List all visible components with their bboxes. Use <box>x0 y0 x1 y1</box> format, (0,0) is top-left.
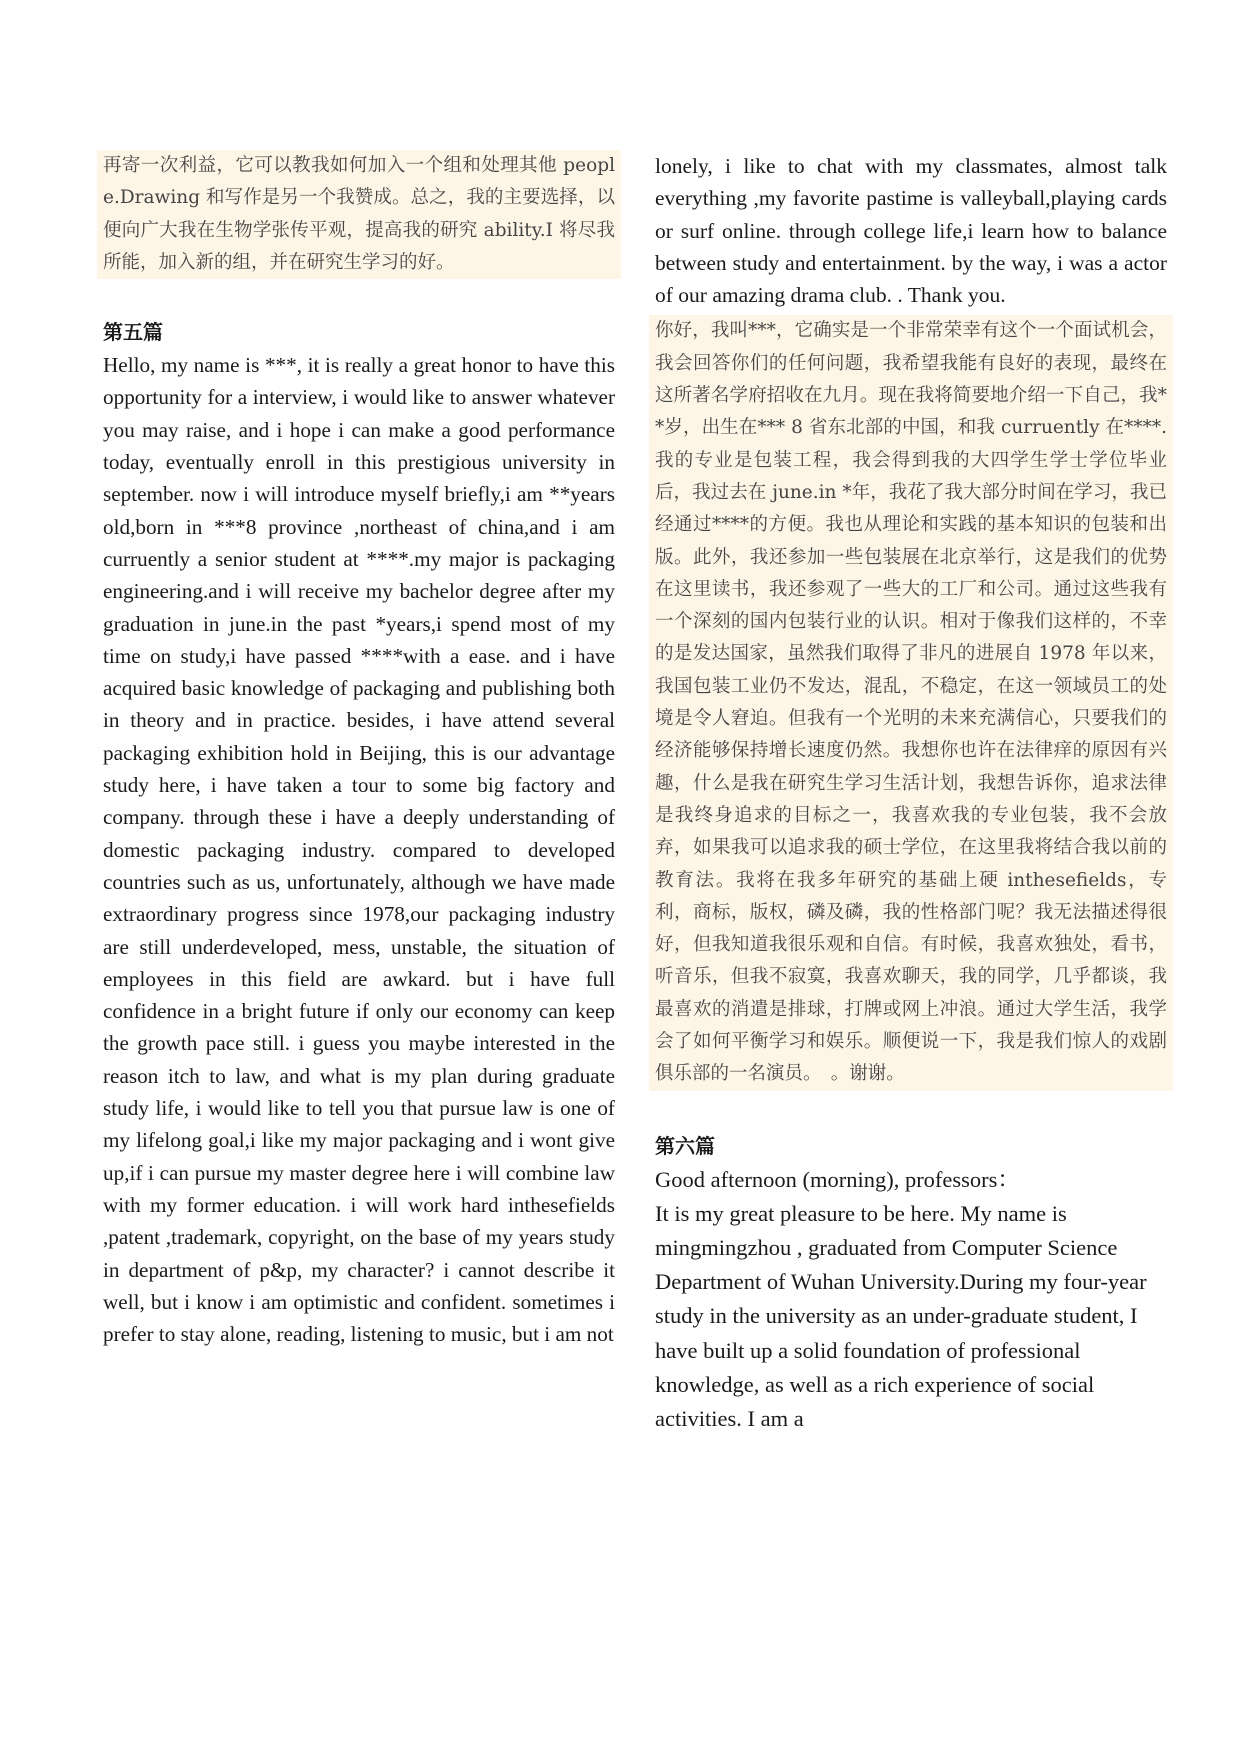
section-5-english-text: Hello, my name is ***, it is really a great honor to have this opportunity for a interview, i would like to answer whatever you may raise, and i hope i can make a good performance today, eventually enroll in this prestigious university in september. now i will introduce myself briefly,i am **years old,born in ***8 province ,northeast of china,and i am curruently a senior student at ****.my major is packaging engineering.and i will receive my bachelor degree after my graduation in june.in the past *years,i spend most of my time on study,i have passed ****with a ease. and i have acquired basic knowledge of packaging and publishing both in theory and in practice. besides, i have attend several packaging exhibition hold in Beijing, this is our advantage study here, i have taken a tour to some big factory and company. through these i have a deeply understanding of domestic packaging industry. compared to developed countries such as us, unfortunately, although we have made extraordinary progress since 1978,our packaging industry are still underdeveloped, mess, unstable, the situation of employees in this field are awkard. but i have full confidence in a bright future if only our economy can keep the growth pace still. i guess you maybe interested in the reason itch to law, and what is my plan during graduate study life, i would like to tell you that pursue law is one of my lifelong goal,i like my major packaging and i wont give up,if i can pursue my master degree here i will combine law with my former education. i will work hard inthesefields ,patent ,trademark, copyright, on the base of my years study in department of p&p, my character? i cannot describe it well, but i know i am optimistic and confident. sometimes i prefer to stay alone, reading, listening to music, but i am not <box>103 353 615 1347</box>
section-heading-6: 第六篇 <box>655 1133 715 1158</box>
left-column <box>103 150 615 1350</box>
section-5-chinese-text: 你好，我叫***，它确实是一个非常荣幸有这个一个面试机会，我会回答你们的任何问题，我希望我能有良好的表现，最终在这所著名学府招收在九月。现在我将简要地介绍一下自己，我**岁，出生在*** 8 省东北部的中国，和我 curruently 在****.我的专业是包装工程，我会得到我的大四学生学士学位毕业后，我过去在 june.in *年，我花了我大部分时间在学习，我已经通过****的方便。我也从理论和实践的基本知识的包装和出版。此外，我还参加一些包装展在北京举行，这是我们的优势在这里读书，我还参观了一些大的工厂和公司。通过这些我有一个深刻的国内包装行业的认识。相对于像我们这样的，不幸的是发达国家，虽然我们取得了非凡的进展自 1978 年以来，我国包装工业仍不发达，混乱，不稳定，在这一领域员工的处境是令人窘迫。但我有一个光明的未来充满信心，只要我们的经济能够保持增长速度仍然。我想你也许在法律痒的原因有兴趣，什么是我在研究生学习生活计划，我想告诉你，追求法律是我终身追求的目标之一，我喜欢我的专业包装，我不会放弃，如果我可以追求我的硕士学位，在这里我将结合我以前的教育法。我将在我多年研究的基础上硬 inthesefields，专利，商标，版权，磷及磷，我的性格部门呢？我无法描述得很好，但我知道我很乐观和自信。有时候，我喜欢独处，看书，听音乐，但我不寂寞，我喜欢聊天，我的同学，几乎都谈，我最喜欢的消遣是排球，打牌或网上冲浪。通过大学生活，我学会了如何平衡学习和娱乐。顺便说一下，我是我们惊人的戏剧俱乐部的一名演员。 。谢谢。 <box>655 320 1167 1085</box>
section-5-english-continued: lonely, i like to chat with my classmates, almost talk everything ,my favorite pastime is valleyball,playing cards or surf online. through college life,i learn how to balance between study and entertainment. by the way, i was a actor of our amazing drama club. . Thank you. <box>655 154 1167 308</box>
section-6-greeting: Good afternoon (morning), professors： <box>655 1166 1020 1192</box>
chinese-translation-block <box>97 150 621 279</box>
section-heading-5: 第五篇 <box>103 320 163 345</box>
section-6-body: It is my great pleasure to be here. My name is mingmingzhou , graduated from Computer Science Department of Wuhan University.During my four-year study in the university as an under-graduate student, I have built up a solid foundation of professional knowledge, as well as a rich experience of social activities. I am a <box>655 1200 1147 1432</box>
chinese-translation-block-2 <box>649 315 1173 1090</box>
right-column <box>655 150 1167 1436</box>
chinese-translation-text: 再寄一次利益，它可以教我如何加入一个组和处理其他 people.Drawing 和写作是另一个我赞成。总之，我的主要选择，以便向广大我在生物学张传平观，提高我的研究 ability.I 将尽我所能，加入新的组，并在研究生学习的好。 <box>103 155 615 273</box>
